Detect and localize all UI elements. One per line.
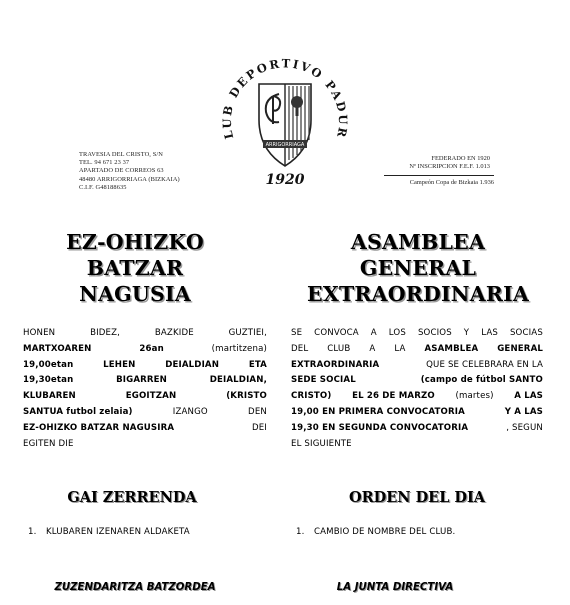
spanish-signature: LA JUNTA DIRECTIVA — [336, 582, 454, 593]
basque-agenda-item — [28, 527, 190, 537]
spanish-title — [286, 229, 550, 307]
basque-title-line: EZ-OHIZKO — [66, 230, 204, 254]
spanish-title-line: EXTRAORDINARIA — [307, 282, 529, 306]
federation-block — [378, 155, 490, 171]
spanish-body — [291, 326, 543, 452]
agenda-item-text: CAMBIO DE NOMBRE DEL CLUB. — [314, 527, 456, 537]
address-cif: C.I.F. G48188635 — [79, 183, 127, 191]
club-logo — [219, 54, 351, 188]
basque-agenda-heading: GAI ZERRENDA — [67, 489, 197, 506]
spanish-body-line: DEL CLUB A LA ASAMBLEA GENERAL — [291, 343, 543, 354]
address-street: TRAVESIA DEL CRISTO, S/N — [79, 151, 163, 158]
address-po-box: APARTADO DE CORREOS 63 — [79, 167, 164, 175]
spanish-body-line: CRISTO) EL 26 DE MARZO (martes) A LAS — [291, 391, 543, 402]
address-city: 48480 ARRIGORRIAGA (BIZKAIA) — [79, 175, 180, 183]
club-address-block — [79, 151, 180, 192]
basque-body-line: EGITEN DIE — [23, 438, 74, 449]
basque-title-line: BATZAR — [86, 256, 184, 280]
club-crest-icon — [219, 54, 351, 188]
basque-body-line: 19,30etan BIGARREN DEIALDIAN, — [23, 375, 267, 386]
inscripcion-line: Nº INSCRIPCION F.E.F. 1.013 — [409, 163, 490, 170]
agenda-item-number: 1. — [296, 527, 305, 537]
federado-line: FEDERADO EN 1920 — [431, 155, 490, 162]
spanish-agenda-item — [296, 527, 455, 537]
spanish-agenda-heading: ORDEN DEL DIA — [348, 489, 486, 506]
basque-body-line: 19,00etan LEHEN DEIALDIAN ETA — [23, 359, 267, 370]
campeon-line: Campeón Copa de Bizkaia 1.936 — [409, 179, 494, 186]
basque-body-line: KLUBAREN EGOITZAN (KRISTO — [23, 391, 267, 402]
spanish-body-line: 19,00 EN PRIMERA CONVOCATORIA Y A LAS — [291, 406, 543, 417]
basque-body-line: MARTXOAREN 26an (martitzena) — [23, 343, 267, 354]
spanish-body-line: SEDE SOCIAL (campo de fútbol SANTO — [291, 375, 543, 386]
basque-signature: ZUZENDARITZA BATZORDEA — [54, 582, 216, 593]
address-phone: TEL. 94 671 23 37 — [79, 159, 130, 167]
spanish-body-line: EL SIGUIENTE — [291, 438, 352, 449]
logo-arc-text: LUB DEPORTIVO PADUR — [219, 56, 351, 141]
basque-body-line: EZ-OHIZKO BATZAR NAGUSIRA DEI — [23, 422, 267, 433]
spanish-body-line: 19,30 EN SEGUNDA CONVOCATORIA , SEGUN — [291, 422, 543, 433]
agenda-item-text: KLUBAREN IZENAREN ALDAKETA — [46, 527, 190, 537]
basque-body-line: SANTUA futbol zelaia) IZANGO DEN — [23, 406, 267, 417]
spanish-body-line: SE CONVOCA A LOS SOCIOS Y LAS SOCIAS — [291, 328, 543, 338]
basque-body-line: HONEN BIDEZ, BAZKIDE GUZTIEI, — [23, 328, 267, 338]
basque-title — [30, 229, 240, 307]
agenda-item-number: 1. — [28, 527, 37, 537]
logo-shield-label: ARRIGORRIAGA — [265, 142, 305, 149]
basque-body — [23, 326, 267, 452]
spanish-title-line: GENERAL — [359, 256, 477, 280]
header-divider — [384, 175, 494, 176]
spanish-body-line: EXTRAORDINARIA QUE SE CELEBRARA EN LA — [291, 359, 543, 370]
logo-year: 1920 — [265, 172, 305, 188]
basque-title-line: NAGUSIA — [79, 282, 191, 306]
spanish-title-line: ASAMBLEA — [350, 230, 486, 254]
